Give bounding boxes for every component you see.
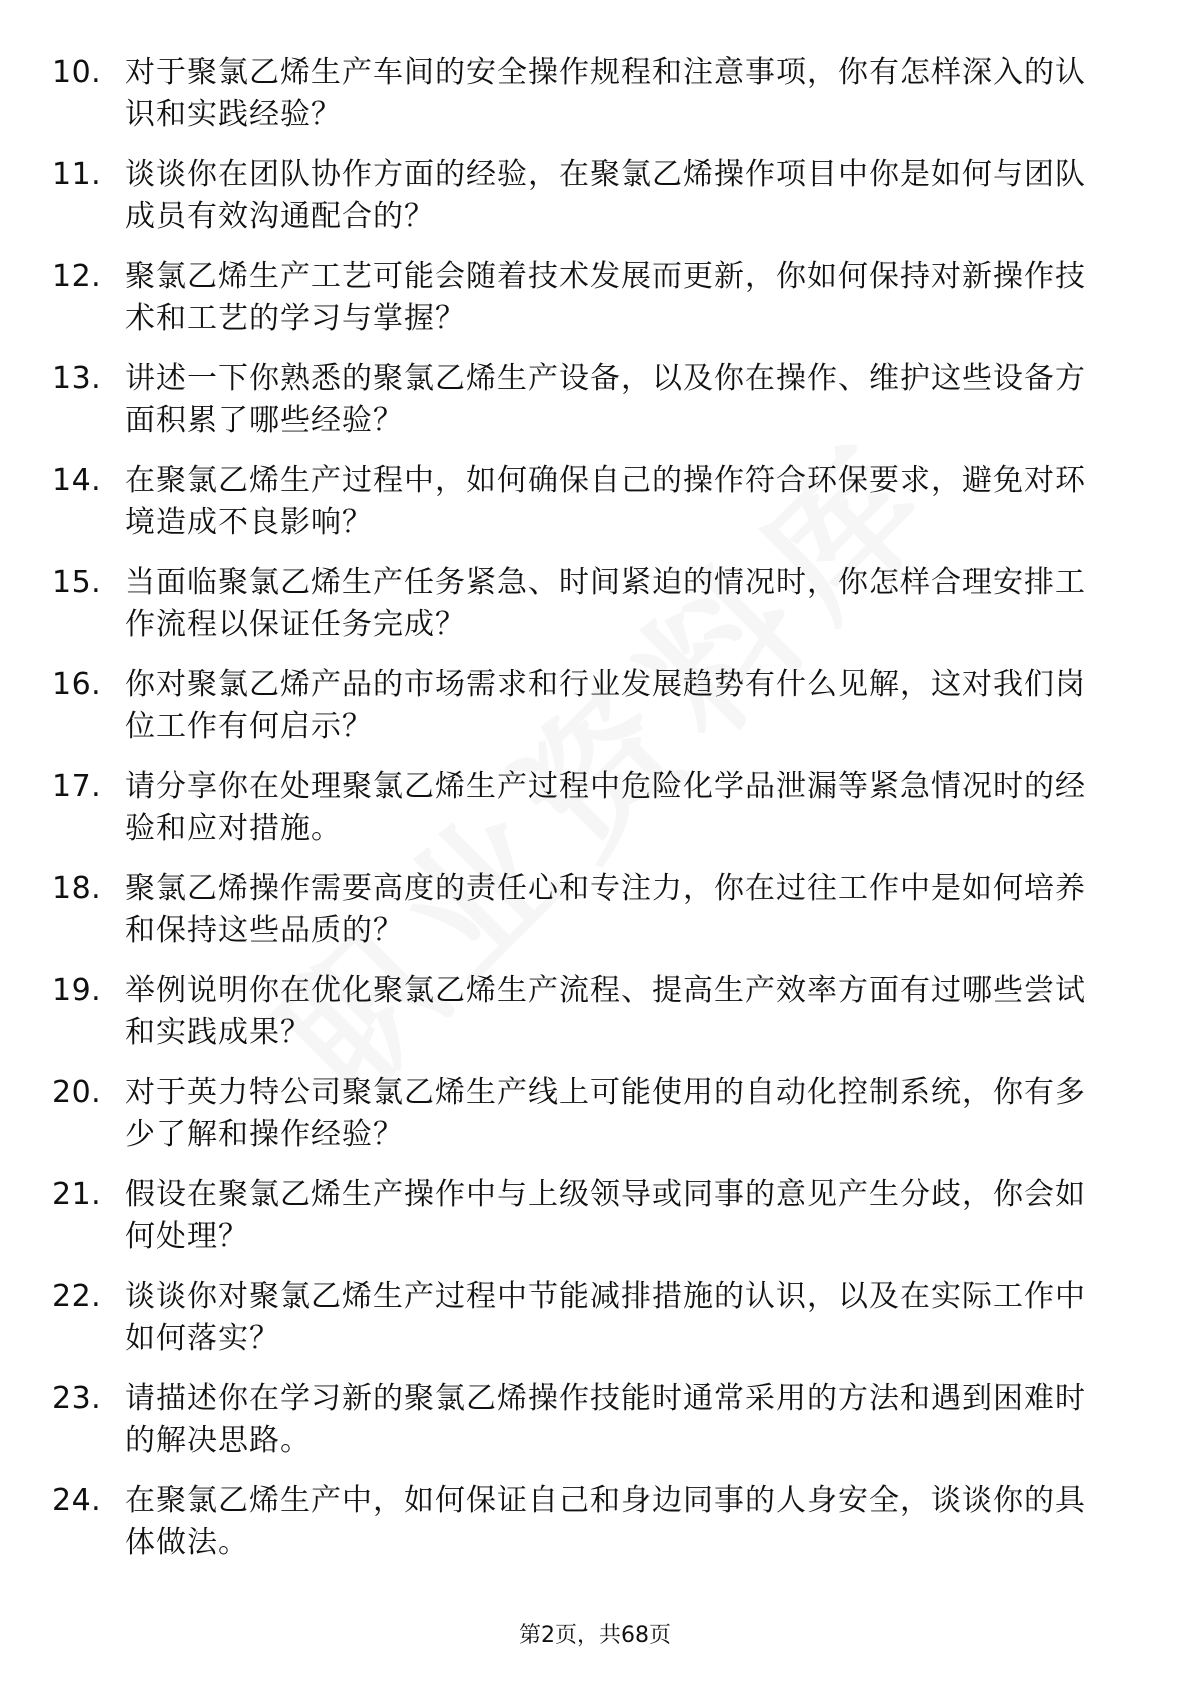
question-number: 12. (52, 259, 102, 294)
question-text: 谈谈你对聚氯乙烯生产过程中节能减排措施的认识，以及在实际工作中如何落实？ (125, 1279, 1086, 1356)
question-text: 请描述你在学习新的聚氯乙烯操作技能时通常采用的方法和遇到困难时的解决思路。 (125, 1381, 1086, 1458)
question-item-19 (52, 970, 1112, 1072)
question-text: 对于聚氯乙烯生产车间的安全操作规程和注意事项，你有怎样深入的认识和实践经验？ (125, 55, 1086, 132)
question-item-18 (52, 868, 1112, 970)
question-number: 17. (52, 769, 102, 804)
question-number: 21. (52, 1177, 102, 1212)
question-item-13 (52, 358, 1112, 460)
page-footer: 第2页，共68页 (519, 1623, 671, 1648)
question-number: 19. (52, 973, 102, 1008)
question-number: 16. (52, 667, 102, 702)
question-text: 当面临聚氯乙烯生产任务紧急、时间紧迫的情况时，你怎样合理安排工作流程以保证任务完成？ (125, 565, 1086, 642)
question-text: 聚氯乙烯操作需要高度的责任心和专注力，你在过往工作中是如何培养和保持这些品质的？ (125, 871, 1086, 948)
question-text: 聚氯乙烯生产工艺可能会随着技术发展而更新，你如何保持对新操作技术和工艺的学习与掌握？ (125, 259, 1086, 336)
question-text: 在聚氯乙烯生产中，如何保证自己和身边同事的人身安全，谈谈你的具体做法。 (125, 1483, 1086, 1560)
question-number: 15. (52, 565, 102, 600)
question-text: 在聚氯乙烯生产过程中，如何确保自己的操作符合环保要求，避免对环境造成不良影响？ (125, 463, 1086, 540)
question-item-21 (52, 1174, 1112, 1276)
question-text: 对于英力特公司聚氯乙烯生产线上可能使用的自动化控制系统，你有多少了解和操作经验？ (125, 1075, 1086, 1152)
question-text: 讲述一下你熟悉的聚氯乙烯生产设备，以及你在操作、维护这些设备方面积累了哪些经验？ (125, 361, 1086, 438)
question-text: 举例说明你在优化聚氯乙烯生产流程、提高生产效率方面有过哪些尝试和实践成果？ (125, 973, 1086, 1050)
question-text: 谈谈你在团队协作方面的经验，在聚氯乙烯操作项目中你是如何与团队成员有效沟通配合的？ (125, 157, 1086, 234)
question-number: 14. (52, 463, 102, 498)
question-number: 23. (52, 1381, 102, 1416)
question-item-10 (52, 52, 1112, 154)
question-item-22 (52, 1276, 1112, 1378)
question-text: 假设在聚氯乙烯生产操作中与上级领导或同事的意见产生分歧，你会如何处理？ (125, 1177, 1086, 1254)
question-item-24 (52, 1480, 1112, 1582)
question-number: 13. (52, 361, 102, 396)
question-item-11 (52, 154, 1112, 256)
question-item-23 (52, 1378, 1112, 1480)
question-number: 22. (52, 1279, 102, 1314)
question-text: 你对聚氯乙烯产品的市场需求和行业发展趋势有什么见解，这对我们岗位工作有何启示？ (125, 667, 1086, 744)
question-number: 11. (52, 157, 102, 192)
question-number: 18. (52, 871, 102, 906)
question-number: 10. (52, 55, 102, 90)
question-text: 请分享你在处理聚氯乙烯生产过程中危险化学品泄漏等紧急情况时的经验和应对措施。 (125, 769, 1086, 846)
question-list (52, 52, 1112, 1582)
question-number: 24. (52, 1483, 102, 1518)
question-number: 20. (52, 1075, 102, 1110)
question-item-20 (52, 1072, 1112, 1174)
question-item-14 (52, 460, 1112, 562)
question-item-17 (52, 766, 1112, 868)
question-item-12 (52, 256, 1112, 358)
question-item-16 (52, 664, 1112, 766)
question-item-15 (52, 562, 1112, 664)
